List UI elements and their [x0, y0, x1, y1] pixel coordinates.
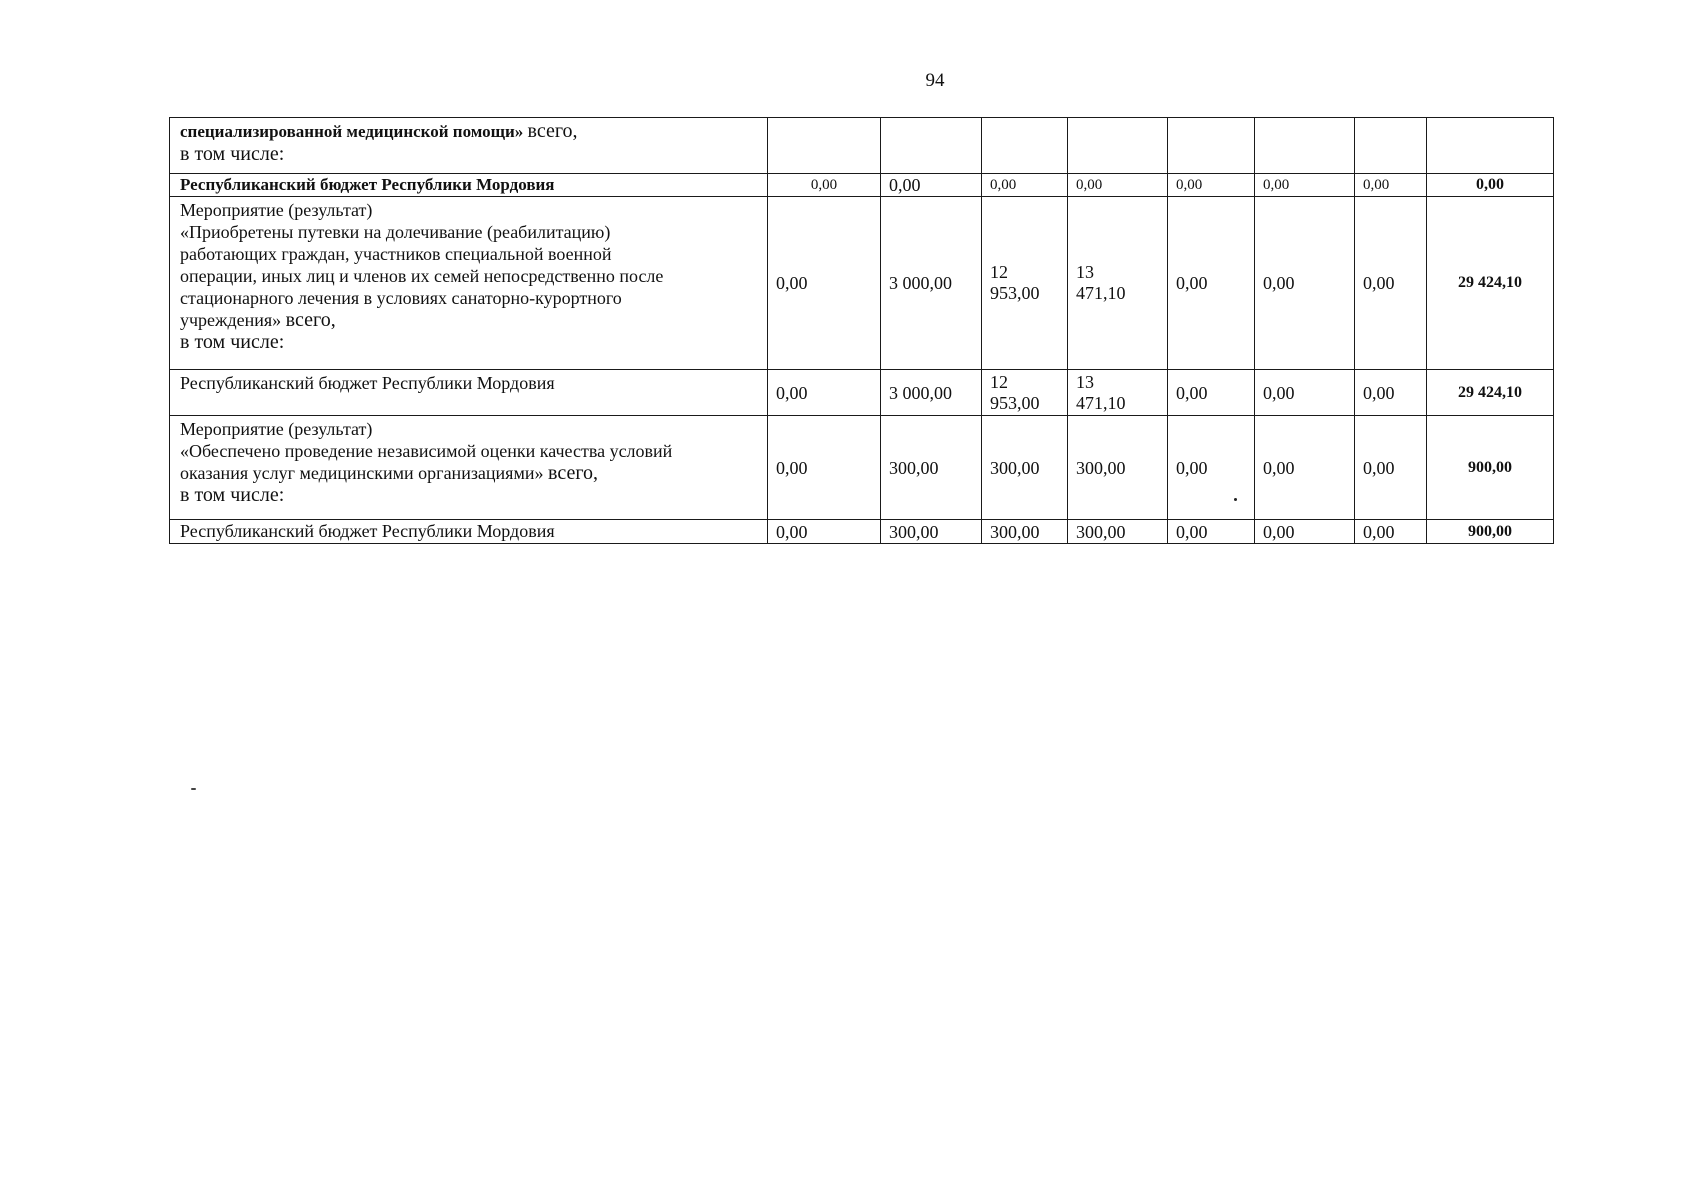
value-part: 12: [990, 262, 1008, 282]
value-cell: 0,00: [768, 416, 881, 520]
value-cell: 0,00: [1255, 370, 1355, 416]
budget-table: [169, 117, 1554, 544]
total-cell: [1427, 118, 1554, 174]
value-cell: 0,00: [768, 174, 881, 197]
value-cell: 0,00: [982, 174, 1068, 197]
value-cell: 0,00: [881, 174, 982, 197]
row-label: [170, 416, 768, 520]
value-cell: [1068, 118, 1168, 174]
label-sub: в том числе:: [180, 484, 285, 506]
label-total-word: всего,: [285, 309, 336, 331]
table-row: [170, 370, 1554, 416]
value-part: 13: [1076, 262, 1094, 282]
label-line: Мероприятие (результат): [180, 419, 373, 439]
label-total-word: всего,: [548, 462, 599, 484]
label-line: Мероприятие (результат): [180, 200, 373, 220]
row-label: Республиканский бюджет Республики Мордовия: [170, 174, 768, 197]
value-cell: 0,00: [768, 370, 881, 416]
row-label: Республиканский бюджет Республики Мордовия: [170, 520, 768, 544]
value-cell: 0,00: [1168, 197, 1255, 370]
value-cell: [768, 118, 881, 174]
value-cell: 0,00: [1255, 416, 1355, 520]
value-cell: 0,00: [1068, 174, 1168, 197]
value-part: 471,10: [1076, 392, 1126, 413]
value-cell: 0,00: [1255, 520, 1355, 544]
label-text: специализированной медицинской помощи»: [180, 122, 528, 141]
value-cell: [1068, 197, 1168, 370]
value-cell: 300,00: [1068, 520, 1168, 544]
value-cell: 300,00: [881, 416, 982, 520]
value-cell: 0,00: [1168, 174, 1255, 197]
value-cell: [1355, 118, 1427, 174]
label-line: оказания услуг медицинскими организациями»: [180, 463, 548, 483]
label-sub: в том числе:: [180, 331, 285, 353]
value-cell: 300,00: [881, 520, 982, 544]
value-cell: 0,00: [1355, 197, 1427, 370]
value-cell: 300,00: [1068, 416, 1168, 520]
table-row: [170, 118, 1554, 174]
value-cell: 0,00: [1355, 370, 1427, 416]
label-line: операции, иных лиц и членов их семей непосредственно после: [180, 266, 664, 286]
scan-speck: [1234, 498, 1237, 501]
value-cell: [982, 370, 1068, 416]
label-line: стационарного лечения в условиях санаторно-курортного: [180, 288, 622, 308]
value-cell: 0,00: [768, 520, 881, 544]
table-row: [170, 416, 1554, 520]
value-cell: 0,00: [1355, 174, 1427, 197]
scan-speck: [191, 788, 196, 790]
value-cell: 0,00: [1168, 416, 1255, 520]
label-line: «Приобретены путевки на долечивание (реабилитацию): [180, 222, 611, 242]
value-cell: 0,00: [768, 197, 881, 370]
value-part: 471,10: [1076, 283, 1126, 303]
total-cell: 900,00: [1427, 416, 1554, 520]
row-label: Республиканский бюджет Республики Мордовия: [170, 370, 768, 416]
value-cell: 300,00: [982, 416, 1068, 520]
value-part: 13: [1076, 371, 1094, 392]
value-cell: 0,00: [1355, 520, 1427, 544]
row-label: [170, 197, 768, 370]
value-cell: 0,00: [1168, 370, 1255, 416]
value-cell: 0,00: [1168, 520, 1255, 544]
value-cell: 3 000,00: [881, 197, 982, 370]
value-part: 12: [990, 371, 1008, 392]
value-cell: 0,00: [1355, 416, 1427, 520]
table-row: [170, 197, 1554, 370]
value-cell: [982, 197, 1068, 370]
value-cell: 300,00: [982, 520, 1068, 544]
label-line: «Обеспечено проведение независимой оценки качества условий: [180, 441, 673, 461]
table-row: [170, 520, 1554, 544]
table-row: [170, 174, 1554, 197]
total-cell: 0,00: [1427, 174, 1554, 197]
total-cell: 29 424,10: [1427, 197, 1554, 370]
value-cell: 0,00: [1255, 197, 1355, 370]
label-sub: в том числе:: [180, 143, 285, 165]
value-cell: [1168, 118, 1255, 174]
value-cell: [1068, 370, 1168, 416]
value-cell: [1255, 118, 1355, 174]
label-line: работающих граждан, участников специальной военной: [180, 244, 612, 264]
page-number: 94: [925, 70, 945, 91]
label-line: учреждения»: [180, 310, 286, 330]
label-total-word: всего,: [527, 120, 578, 142]
total-cell: 29 424,10: [1427, 370, 1554, 416]
row-label: [170, 118, 768, 174]
value-cell: 3 000,00: [881, 370, 982, 416]
value-cell: [982, 118, 1068, 174]
value-cell: [881, 118, 982, 174]
value-cell: 0,00: [1255, 174, 1355, 197]
value-part: 953,00: [990, 392, 1040, 413]
total-cell: 900,00: [1427, 520, 1554, 544]
value-part: 953,00: [990, 283, 1040, 303]
